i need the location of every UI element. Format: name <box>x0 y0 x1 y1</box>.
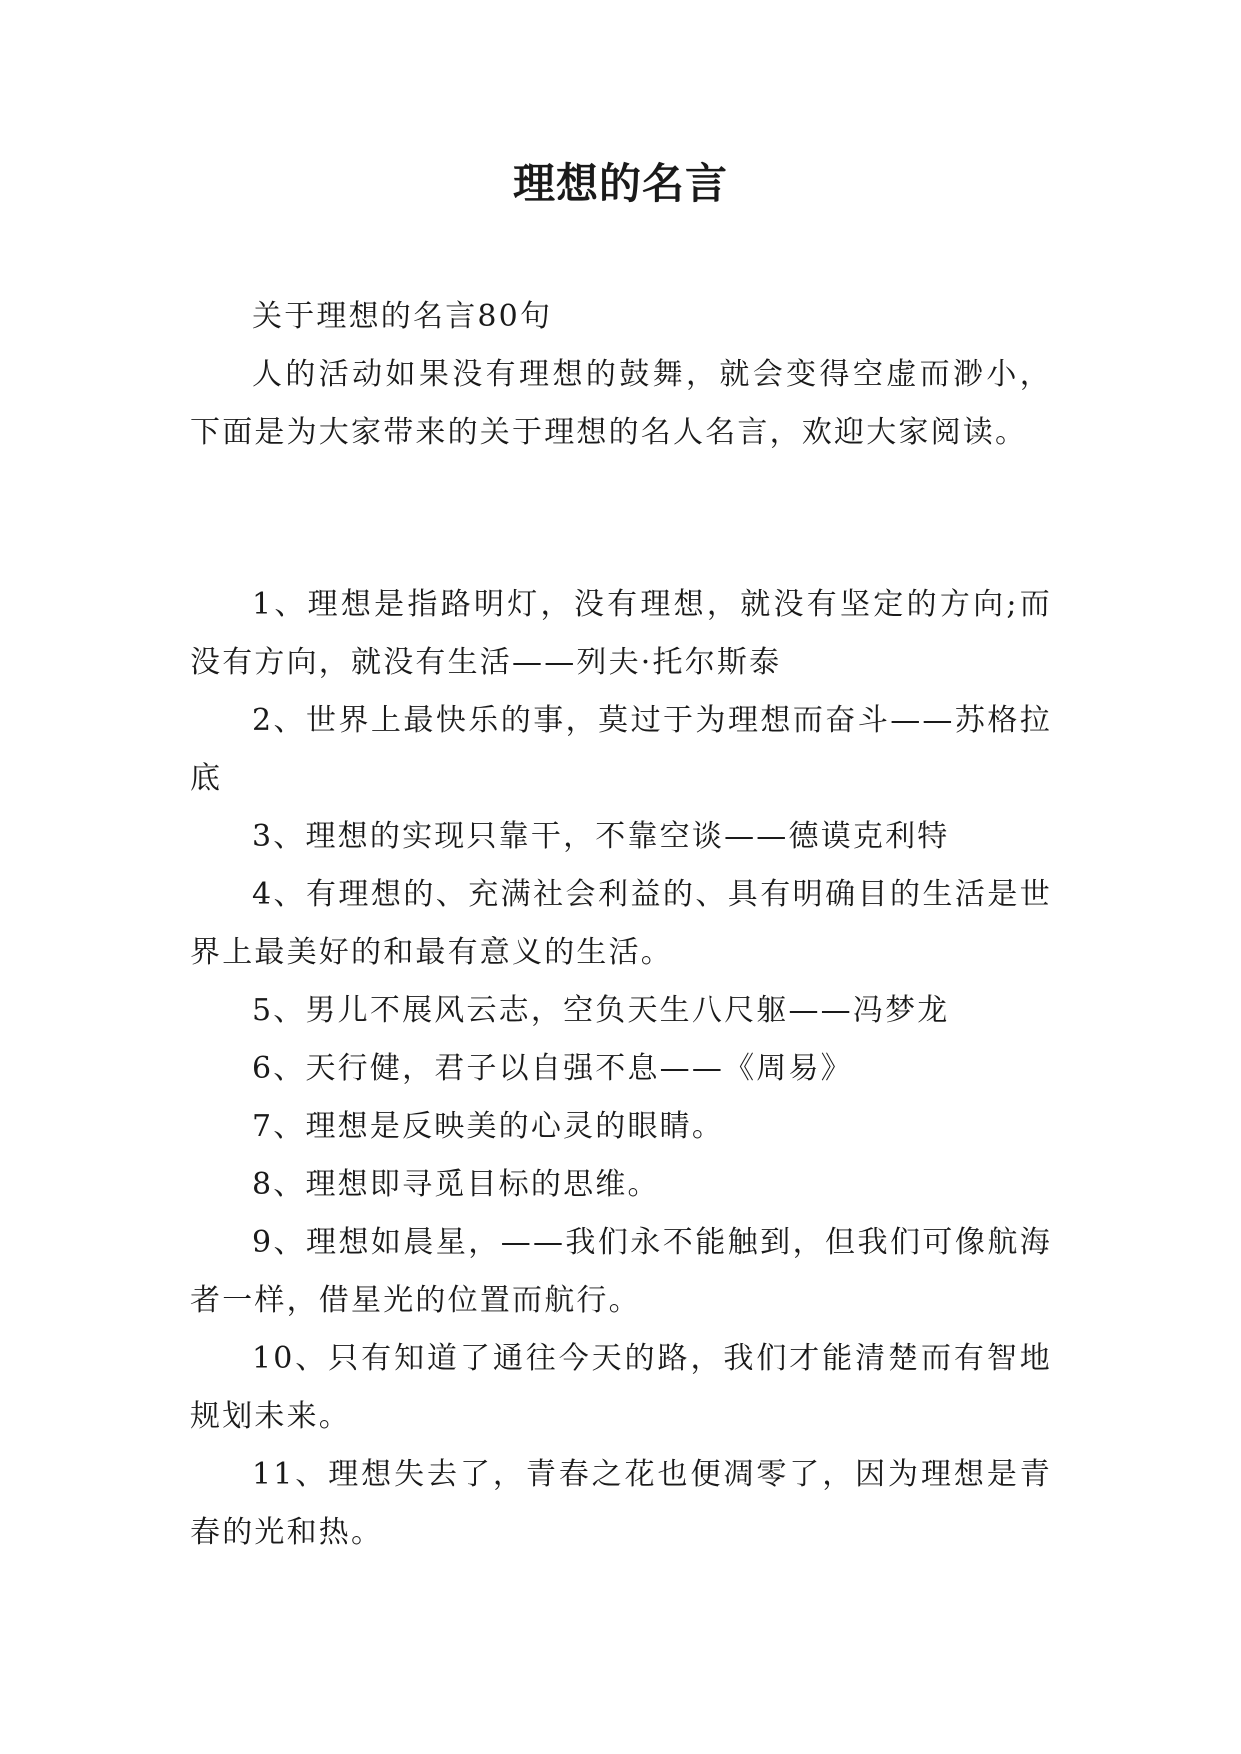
intro-section <box>190 288 1052 462</box>
intro-heading: 关于理想的名言80句 <box>252 299 553 334</box>
quote-item-11: 11、理想失去了，青春之花也便凋零了，因为理想是青春的光和热。 <box>190 1457 1052 1550</box>
document-title: 理想的名言 <box>512 159 728 208</box>
quotes-list <box>190 576 1052 1562</box>
quote-item-2: 2、世界上最快乐的事，莫过于为理想而奋斗——苏格拉底 <box>190 703 1052 796</box>
quote-item-3: 3、理想的实现只靠干，不靠空谈——德谟克利特 <box>252 819 950 854</box>
quote-item-10: 10、只有知道了通往今天的路，我们才能清楚而有智地规划未来。 <box>190 1341 1052 1434</box>
quote-item-5: 5、男儿不展风云志，空负天生八尺躯——冯梦龙 <box>252 993 950 1028</box>
quote-item-8: 8、理想即寻觅目标的思维。 <box>252 1167 660 1202</box>
quote-item-1: 1、理想是指路明灯，没有理想，就没有坚定的方向;而没有方向，就没有生活——列夫·托尔斯泰 <box>190 587 1052 680</box>
quote-item-4: 4、有理想的、充满社会利益的、具有明确目的生活是世界上最美好的和最有意义的生活。 <box>190 877 1052 970</box>
quote-item-7: 7、理想是反映美的心灵的眼睛。 <box>252 1109 725 1144</box>
quote-item-9: 9、理想如晨星，——我们永不能触到，但我们可像航海者一样，借星光的位置而航行。 <box>190 1225 1052 1318</box>
quote-item-6: 6、天行健，君子以自强不息——《周易》 <box>252 1051 853 1086</box>
intro-paragraph: 人的活动如果没有理想的鼓舞，就会变得空虚而渺小，下面是为大家带来的关于理想的名人名言，欢迎大家阅读。 <box>190 357 1052 450</box>
